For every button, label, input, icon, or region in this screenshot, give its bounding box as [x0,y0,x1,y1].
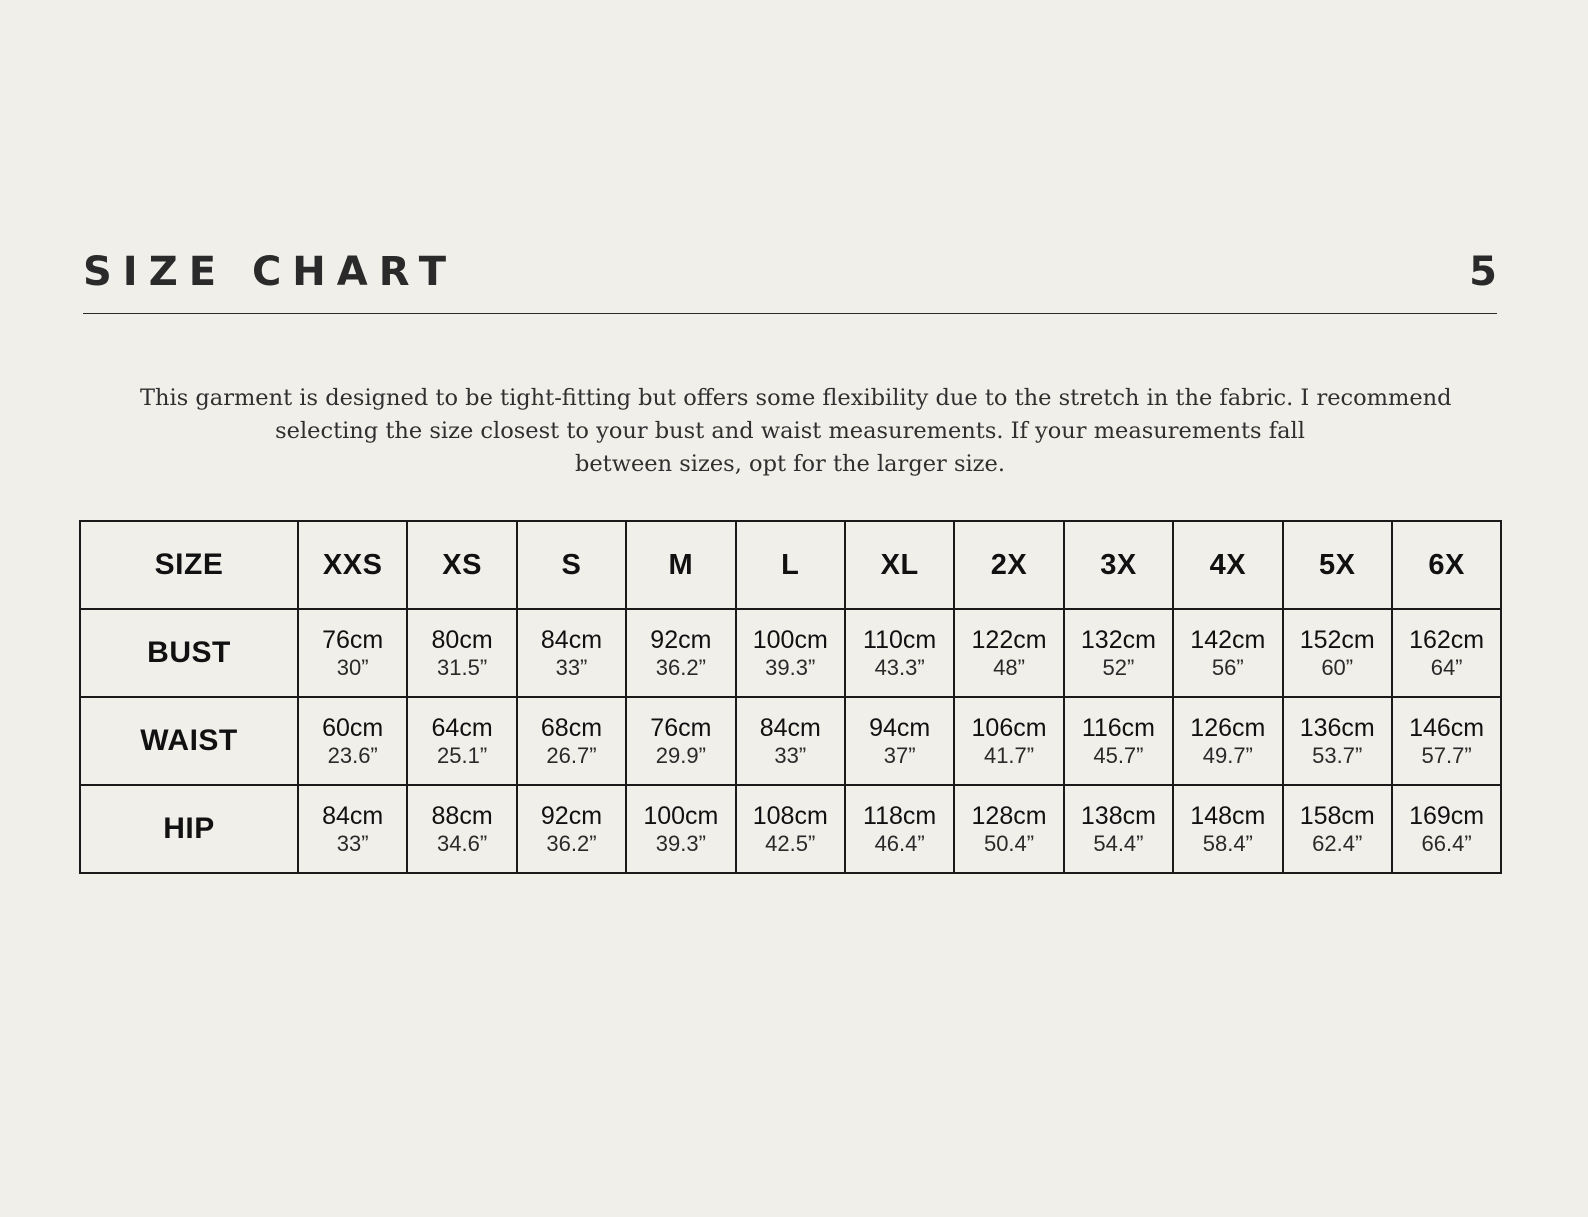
measurement-inches: 33” [336,830,369,856]
table-row-bust [80,609,1501,697]
measurement-cell [1064,785,1173,873]
measurement-inches: 33” [555,654,588,680]
header-divider [83,313,1497,314]
size-header: L [736,521,845,609]
measurement-cell [954,697,1063,785]
measurement-cm: 94cm [869,713,931,742]
measurement-inches: 58.4” [1202,830,1253,856]
measurement-cell [1283,697,1392,785]
measurement-inches: 39.3” [655,830,706,856]
measurement-inches: 39.3” [765,654,816,680]
measurement-cm: 108cm [752,801,828,830]
measurement-cm: 92cm [540,801,603,830]
measurement-cm: 118cm [863,801,937,830]
measurement-cell [1392,609,1501,697]
measurement-cm: 76cm [650,713,712,742]
measurement-cm: 158cm [1299,801,1375,830]
corner-label: SIZE [80,521,298,609]
measurement-cell [626,697,735,785]
page-title: SIZE CHART [83,249,458,295]
row-label: BUST [80,609,298,697]
measurement-cm: 142cm [1190,625,1266,654]
size-header: M [626,521,735,609]
measurement-inches: 56” [1211,654,1244,680]
row-label: HIP [80,785,298,873]
measurement-inches: 60” [1321,654,1354,680]
measurement-cell [1064,609,1173,697]
measurement-cell [298,785,407,873]
table-row-waist [80,697,1501,785]
measurement-cm: 100cm [643,801,719,830]
measurement-inches: 66.4” [1421,830,1472,856]
measurement-cell [298,609,407,697]
size-table-body [80,609,1501,873]
measurement-cm: 88cm [431,801,493,830]
measurement-cell [407,609,516,697]
size-header-row [80,521,1501,609]
measurement-cm: 84cm [322,801,384,830]
measurement-cell [736,609,845,697]
measurement-cell [736,785,845,873]
measurement-cell [407,697,516,785]
measurement-inches: 34.6” [437,830,488,856]
measurement-inches: 26.7” [546,742,597,768]
measurement-inches: 49.7” [1202,742,1253,768]
measurement-cell [845,697,954,785]
measurement-cell [1392,697,1501,785]
measurement-inches: 50.4” [983,830,1035,856]
measurement-inches: 42.5” [765,830,816,856]
measurement-cm: 169cm [1409,801,1485,830]
intro-paragraph [140,382,1452,481]
measurement-inches: 41.7” [983,742,1035,768]
size-header: XXS [298,521,407,609]
measurement-cell [1173,697,1282,785]
measurement-cm: 76cm [322,625,384,654]
intro-line: selecting the size closest to your bust and waist measurements. If your measurements fall [275,418,1305,444]
measurement-cm: 146cm [1409,713,1485,742]
measurement-inches: 36.2” [546,830,597,856]
measurement-cell [298,697,407,785]
measurement-inches: 62.4” [1312,830,1363,856]
page-header [83,244,1497,300]
measurement-cm: 132cm [1080,625,1156,654]
measurement-cell [626,609,735,697]
measurement-cell [407,785,516,873]
measurement-cell [845,609,954,697]
measurement-cm: 60cm [322,713,384,742]
measurement-inches: 36.2” [655,654,706,680]
measurement-cm: 138cm [1080,801,1156,830]
measurement-cm: 128cm [971,801,1047,830]
size-header: S [517,521,626,609]
size-header: XL [845,521,954,609]
measurement-cm: 126cm [1190,713,1266,742]
measurement-inches: 46.4” [874,830,925,856]
measurement-inches: 37” [883,742,916,768]
measurement-cm: 80cm [431,625,493,654]
measurement-cell [1392,785,1501,873]
measurement-inches: 25.1” [437,742,488,768]
measurement-cm: 122cm [971,625,1047,654]
measurement-inches: 48” [993,654,1025,680]
table-row-hip [80,785,1501,873]
measurement-cm: 148cm [1190,801,1266,830]
measurement-cm: 68cm [540,713,603,742]
measurement-cell [1173,609,1282,697]
measurement-cm: 152cm [1299,625,1375,654]
measurement-inches: 30” [336,654,369,680]
row-label: WAIST [80,697,298,785]
size-header: 2X [954,521,1063,609]
measurement-cell [954,609,1063,697]
measurement-inches: 29.9” [655,742,706,768]
measurement-cm: 92cm [650,625,712,654]
measurement-inches: 64” [1430,654,1463,680]
size-header: 3X [1064,521,1173,609]
measurement-cell [1283,785,1392,873]
page-number: 5 [1469,249,1497,295]
measurement-inches: 54.4” [1093,830,1144,856]
measurement-inches: 31.5” [437,654,488,680]
size-table [79,520,1502,874]
intro-line: This garment is designed to be tight-fitting but offers some flexibility due to the stretch in the fabric. I recommend [140,385,1452,411]
measurement-cm: 84cm [759,713,821,742]
measurement-cm: 116cm [1081,713,1156,742]
measurement-inches: 33” [774,742,807,768]
measurement-cm: 162cm [1409,625,1485,654]
measurement-cm: 106cm [971,713,1047,742]
measurement-cell [517,785,626,873]
measurement-cm: 100cm [752,625,828,654]
measurement-cell [954,785,1063,873]
measurement-inches: 53.7” [1312,742,1363,768]
size-header: 4X [1173,521,1282,609]
measurement-inches: 57.7” [1421,742,1472,768]
measurement-cell [1283,609,1392,697]
intro-line: between sizes, opt for the larger size. [574,451,1006,477]
measurement-cell [517,609,626,697]
measurement-inches: 52” [1102,654,1135,680]
measurement-cm: 84cm [540,625,603,654]
measurement-cell [1173,785,1282,873]
measurement-cell [845,785,954,873]
measurement-cell [736,697,845,785]
measurement-cm: 110cm [863,625,937,654]
size-header: 5X [1283,521,1392,609]
size-header: 6X [1392,521,1501,609]
measurement-cm: 136cm [1299,713,1375,742]
measurement-inches: 43.3” [874,654,925,680]
measurement-cell [517,697,626,785]
measurement-cell [1064,697,1173,785]
size-header: XS [407,521,516,609]
measurement-inches: 45.7” [1093,742,1144,768]
measurement-cell [626,785,735,873]
measurement-inches: 23.6” [327,742,378,768]
measurement-cm: 64cm [431,713,493,742]
